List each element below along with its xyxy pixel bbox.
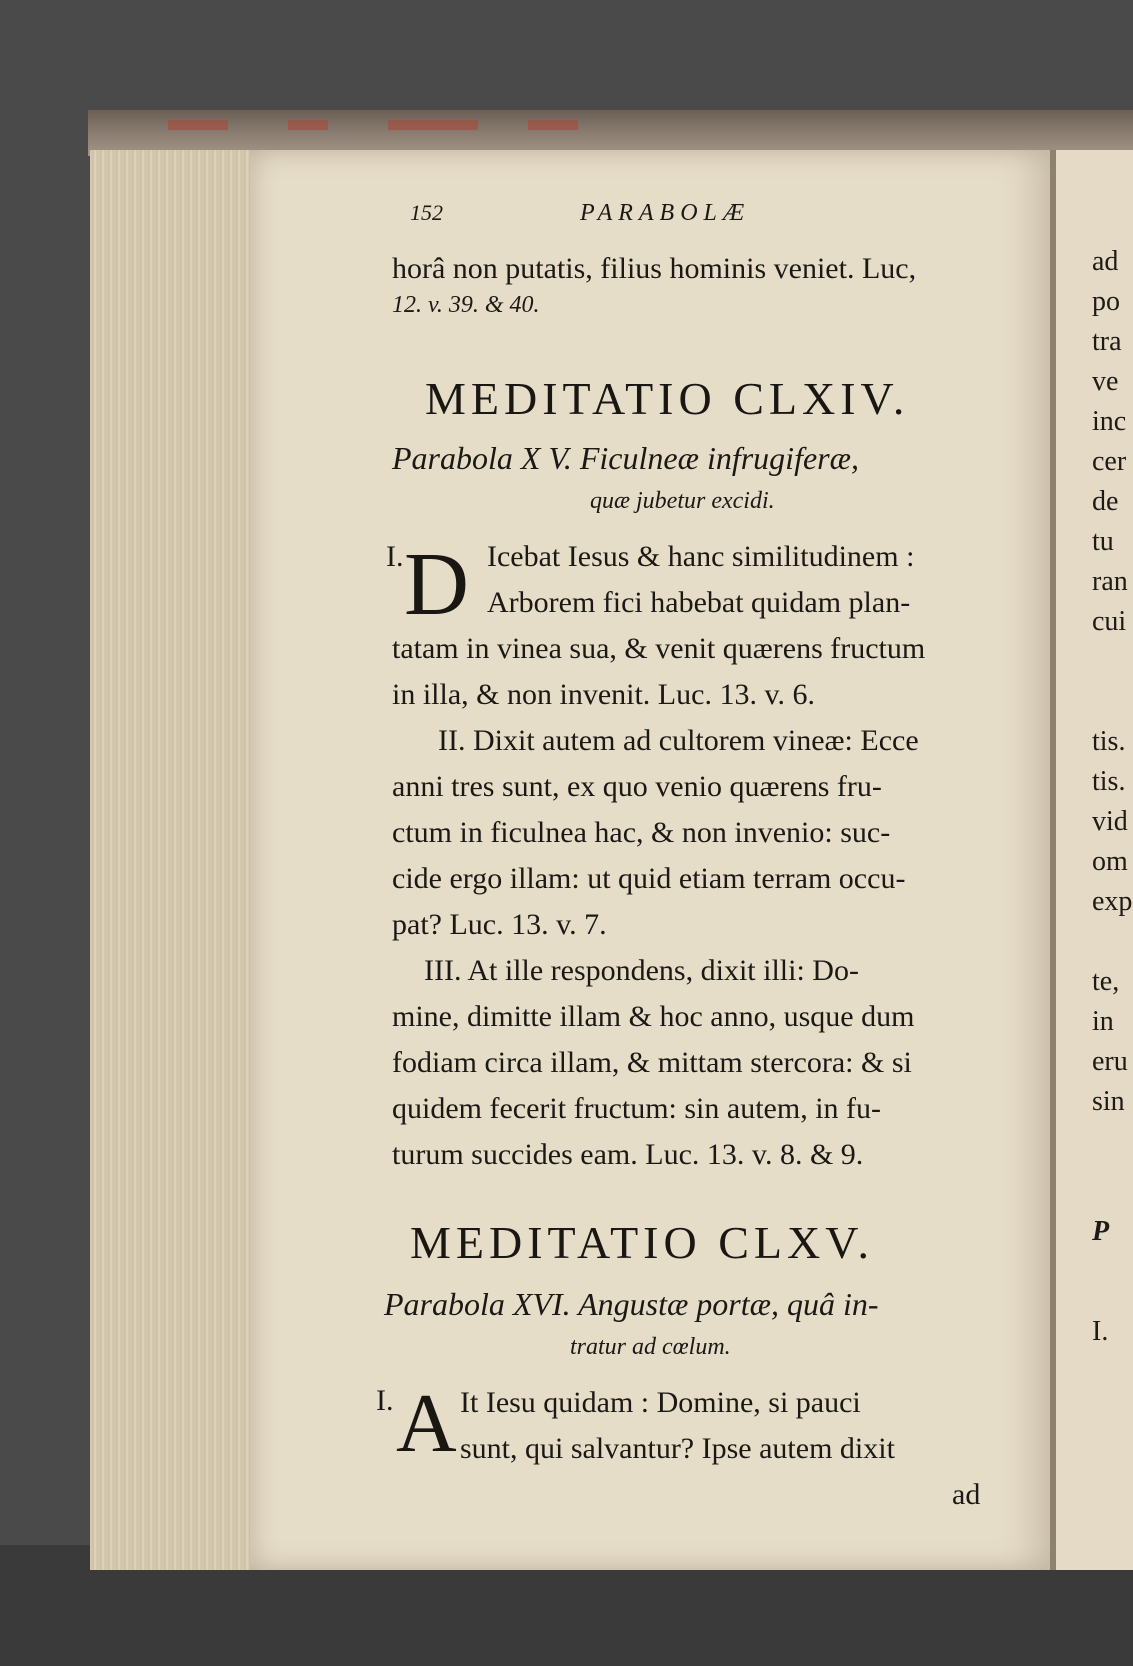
fragment-line: tu	[1092, 526, 1114, 557]
meditatio-heading: MEDITATIO CLXIV.	[425, 373, 910, 424]
fragment-line: exp	[1092, 886, 1133, 917]
fragment-line: cer	[1092, 446, 1127, 477]
fragment-line: ad	[1092, 246, 1119, 277]
drop-cap: D	[404, 535, 469, 634]
text-line: II. Dixit autem ad cultorem vineæ: Ecce	[438, 724, 919, 757]
parable-subtitle: tratur ad cœlum.	[570, 1334, 731, 1360]
continuation-line: horâ non putatis, filius hominis veniet. Luc,	[392, 252, 917, 285]
fragment-line: vid	[1092, 806, 1128, 837]
text-line: fodiam circa illam, & mittam stercora: & si	[392, 1046, 912, 1079]
fragment-line: P	[1092, 1216, 1110, 1247]
fragment-line: I.	[1092, 1316, 1109, 1347]
parable-title: Parabola XVI. Angustæ portæ, quâ in-	[384, 1286, 879, 1322]
fragment-line: ve	[1092, 366, 1119, 397]
text-line: Icebat Iesus & hanc similitudinem :	[487, 540, 915, 573]
red-edge-mark	[168, 120, 228, 130]
text-line: anni tres sunt, ex quo venio quærens fru-	[392, 770, 882, 803]
running-title: PARABOLÆ	[580, 200, 751, 226]
red-edge-mark	[288, 120, 328, 130]
text-line: tatam in vinea sua, & venit quærens fructum	[392, 632, 926, 665]
fragment-line: tis.	[1092, 726, 1126, 757]
catchword: ad	[952, 1478, 981, 1511]
meditatio-heading: MEDITATIO CLXV.	[410, 1217, 875, 1268]
text-line: It Iesu quidam : Domine, si pauci	[460, 1386, 861, 1419]
fragment-line: in	[1092, 1006, 1114, 1037]
text-line: in illa, & non invenit. Luc. 13. v. 6.	[392, 678, 816, 711]
fragment-line: ran	[1092, 566, 1128, 597]
fragment-line: de	[1092, 486, 1119, 517]
fragment-line: tis.	[1092, 766, 1126, 797]
parable-title: Parabola X V. Ficulneæ infrugiferæ,	[392, 440, 859, 476]
parable-subtitle: quæ jubetur excidi.	[590, 488, 775, 514]
red-edge-mark	[528, 120, 578, 130]
text-line: Arborem fici habebat quidam plan-	[487, 586, 911, 619]
page-number: 152	[410, 200, 443, 225]
text-line: pat? Luc. 13. v. 7.	[392, 908, 607, 941]
item-number: I.	[376, 1384, 394, 1417]
text-line: sunt, qui salvantur? Ipse autem dixit	[460, 1432, 895, 1465]
page-stack-edge	[90, 150, 252, 1570]
continuation-reference: 12. v. 39. & 40.	[392, 292, 540, 318]
text-line: turum succides eam. Luc. 13. v. 8. & 9.	[392, 1138, 864, 1171]
fragment-line: inc	[1092, 406, 1127, 437]
fragment-line: tra	[1092, 326, 1122, 357]
red-edge-mark	[388, 120, 478, 130]
text-line: ctum in ficulnea hac, & non invenio: suc-	[392, 816, 891, 849]
text-line: quidem fecerit fructum: sin autem, in fu-	[392, 1092, 882, 1125]
fragment-line: po	[1092, 286, 1120, 317]
fragment-line: sin	[1092, 1086, 1125, 1117]
item-number: I.	[386, 540, 404, 573]
drop-cap: A	[396, 1377, 457, 1470]
fragment-line: cui	[1092, 606, 1127, 637]
right-page-fragment	[1056, 150, 1133, 1570]
fragment-line: eru	[1092, 1046, 1128, 1077]
text-line: III. At ille respondens, dixit illi: Do-	[424, 954, 859, 987]
fragment-line: om	[1092, 846, 1128, 877]
fragment-line: te,	[1092, 966, 1120, 997]
text-line: mine, dimitte illam & hoc anno, usque dum	[392, 1000, 915, 1033]
text-line: cide ergo illam: ut quid etiam terram occu-	[392, 862, 906, 895]
